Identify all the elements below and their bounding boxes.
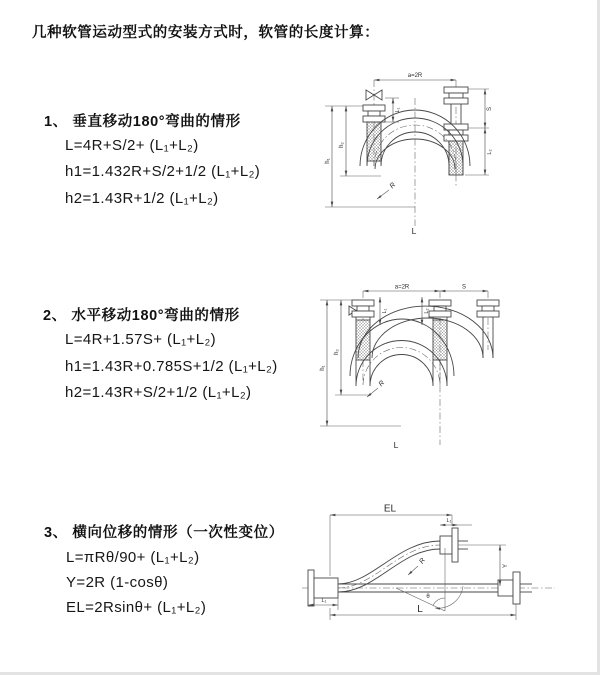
d3-dim-l1-bottom-label: L₁: [321, 598, 327, 604]
d3-radius-leader: [408, 557, 427, 575]
section-1-formula-h2: h2=1.43R+1/2 (L₁+L₂): [65, 190, 219, 207]
d3-dim-l1-top: [440, 518, 472, 525]
page-title: 几种软管运动型式的安装方式时，软管的长度计算：: [32, 25, 380, 41]
d2-dim-l1-label: L₁: [382, 308, 388, 314]
d1-dim-l1-label: L₁: [395, 107, 401, 113]
d1-length-label: L: [411, 226, 417, 236]
section-3-formula-EL: EL=2Rsinθ+ (L₁+L₂): [66, 599, 207, 616]
d2-dim-l1: [380, 297, 388, 325]
d1-dim-l2-label: L₂: [487, 149, 493, 155]
d2-top-dimensions: [363, 285, 488, 292]
d2-radius-label: R: [377, 379, 387, 389]
d2-hose-curves: [350, 306, 493, 386]
section-2-heading: 2、 水平移动180°弯曲的情形: [43, 308, 240, 324]
d3-dim-y-label: Y: [503, 563, 509, 569]
d1-dim-l1: [385, 98, 401, 122]
d1-dim-h1-label: h₁: [325, 158, 331, 164]
d2-length-label: L: [393, 440, 399, 450]
d1-dim-h2-label: h₂: [339, 142, 345, 148]
d3-dim-el-label: EL: [383, 503, 397, 515]
d2-dim-h1-label: h₁: [320, 365, 326, 371]
d1-dim-a2r-label: a=2R: [407, 73, 423, 79]
d2-dim-s-label: S: [461, 284, 467, 291]
section-1-heading: 1、 垂直移动180°弯曲的情形: [44, 114, 241, 130]
section-1-formula-h1: h1=1.432R+S/2+1/2 (L₁+L₂): [65, 163, 261, 180]
section-2-formula-h2: h2=1.43R+S/2+1/2 (L₁+L₂): [65, 384, 252, 401]
section-2-formula-L: L=4R+1.57S+ (L₁+L₂): [65, 331, 217, 348]
diagram-lateral-displacement: [300, 498, 560, 633]
diagram-horizontal-180-bend: [312, 280, 508, 460]
d1-radius-label: R: [388, 181, 398, 191]
d3-dim-el: [330, 504, 452, 577]
d2-dim-a2r-label: a=2R: [394, 284, 410, 291]
section-3-formula-Y: Y=2R (1-cosθ): [66, 574, 169, 591]
diagram-vertical-180-bend: [315, 66, 515, 241]
d1-radius-leader: [377, 182, 397, 199]
d3-dim-l: [330, 604, 516, 620]
d1-dim-s-label: S: [487, 106, 493, 112]
d3-radius-label: R: [418, 557, 428, 566]
section-1-formula-L: L=4R+S/2+ (L₁+L₂): [65, 137, 199, 154]
d3-dim-l1-top-label: L₁: [446, 518, 452, 524]
d2-dim-h2-label: h₂: [334, 349, 340, 355]
d2-left-dimensions: [320, 300, 401, 426]
d1-right-dimensions: [465, 89, 493, 175]
d3-right-flange: [498, 572, 532, 604]
section-2-formula-h1: h1=1.43R+0.785S+1/2 (L₁+L₂): [65, 358, 278, 375]
d2-dim-l2-label: L₂: [424, 308, 430, 314]
section-3-formula-L: L=πRθ/90+ (L₁+L₂): [66, 549, 200, 566]
d3-theta-label: θ: [426, 594, 430, 600]
section-3-heading: 3、 横向位移的情形（一次性变位）: [44, 525, 284, 541]
d3-dim-l-label: L: [417, 604, 423, 615]
